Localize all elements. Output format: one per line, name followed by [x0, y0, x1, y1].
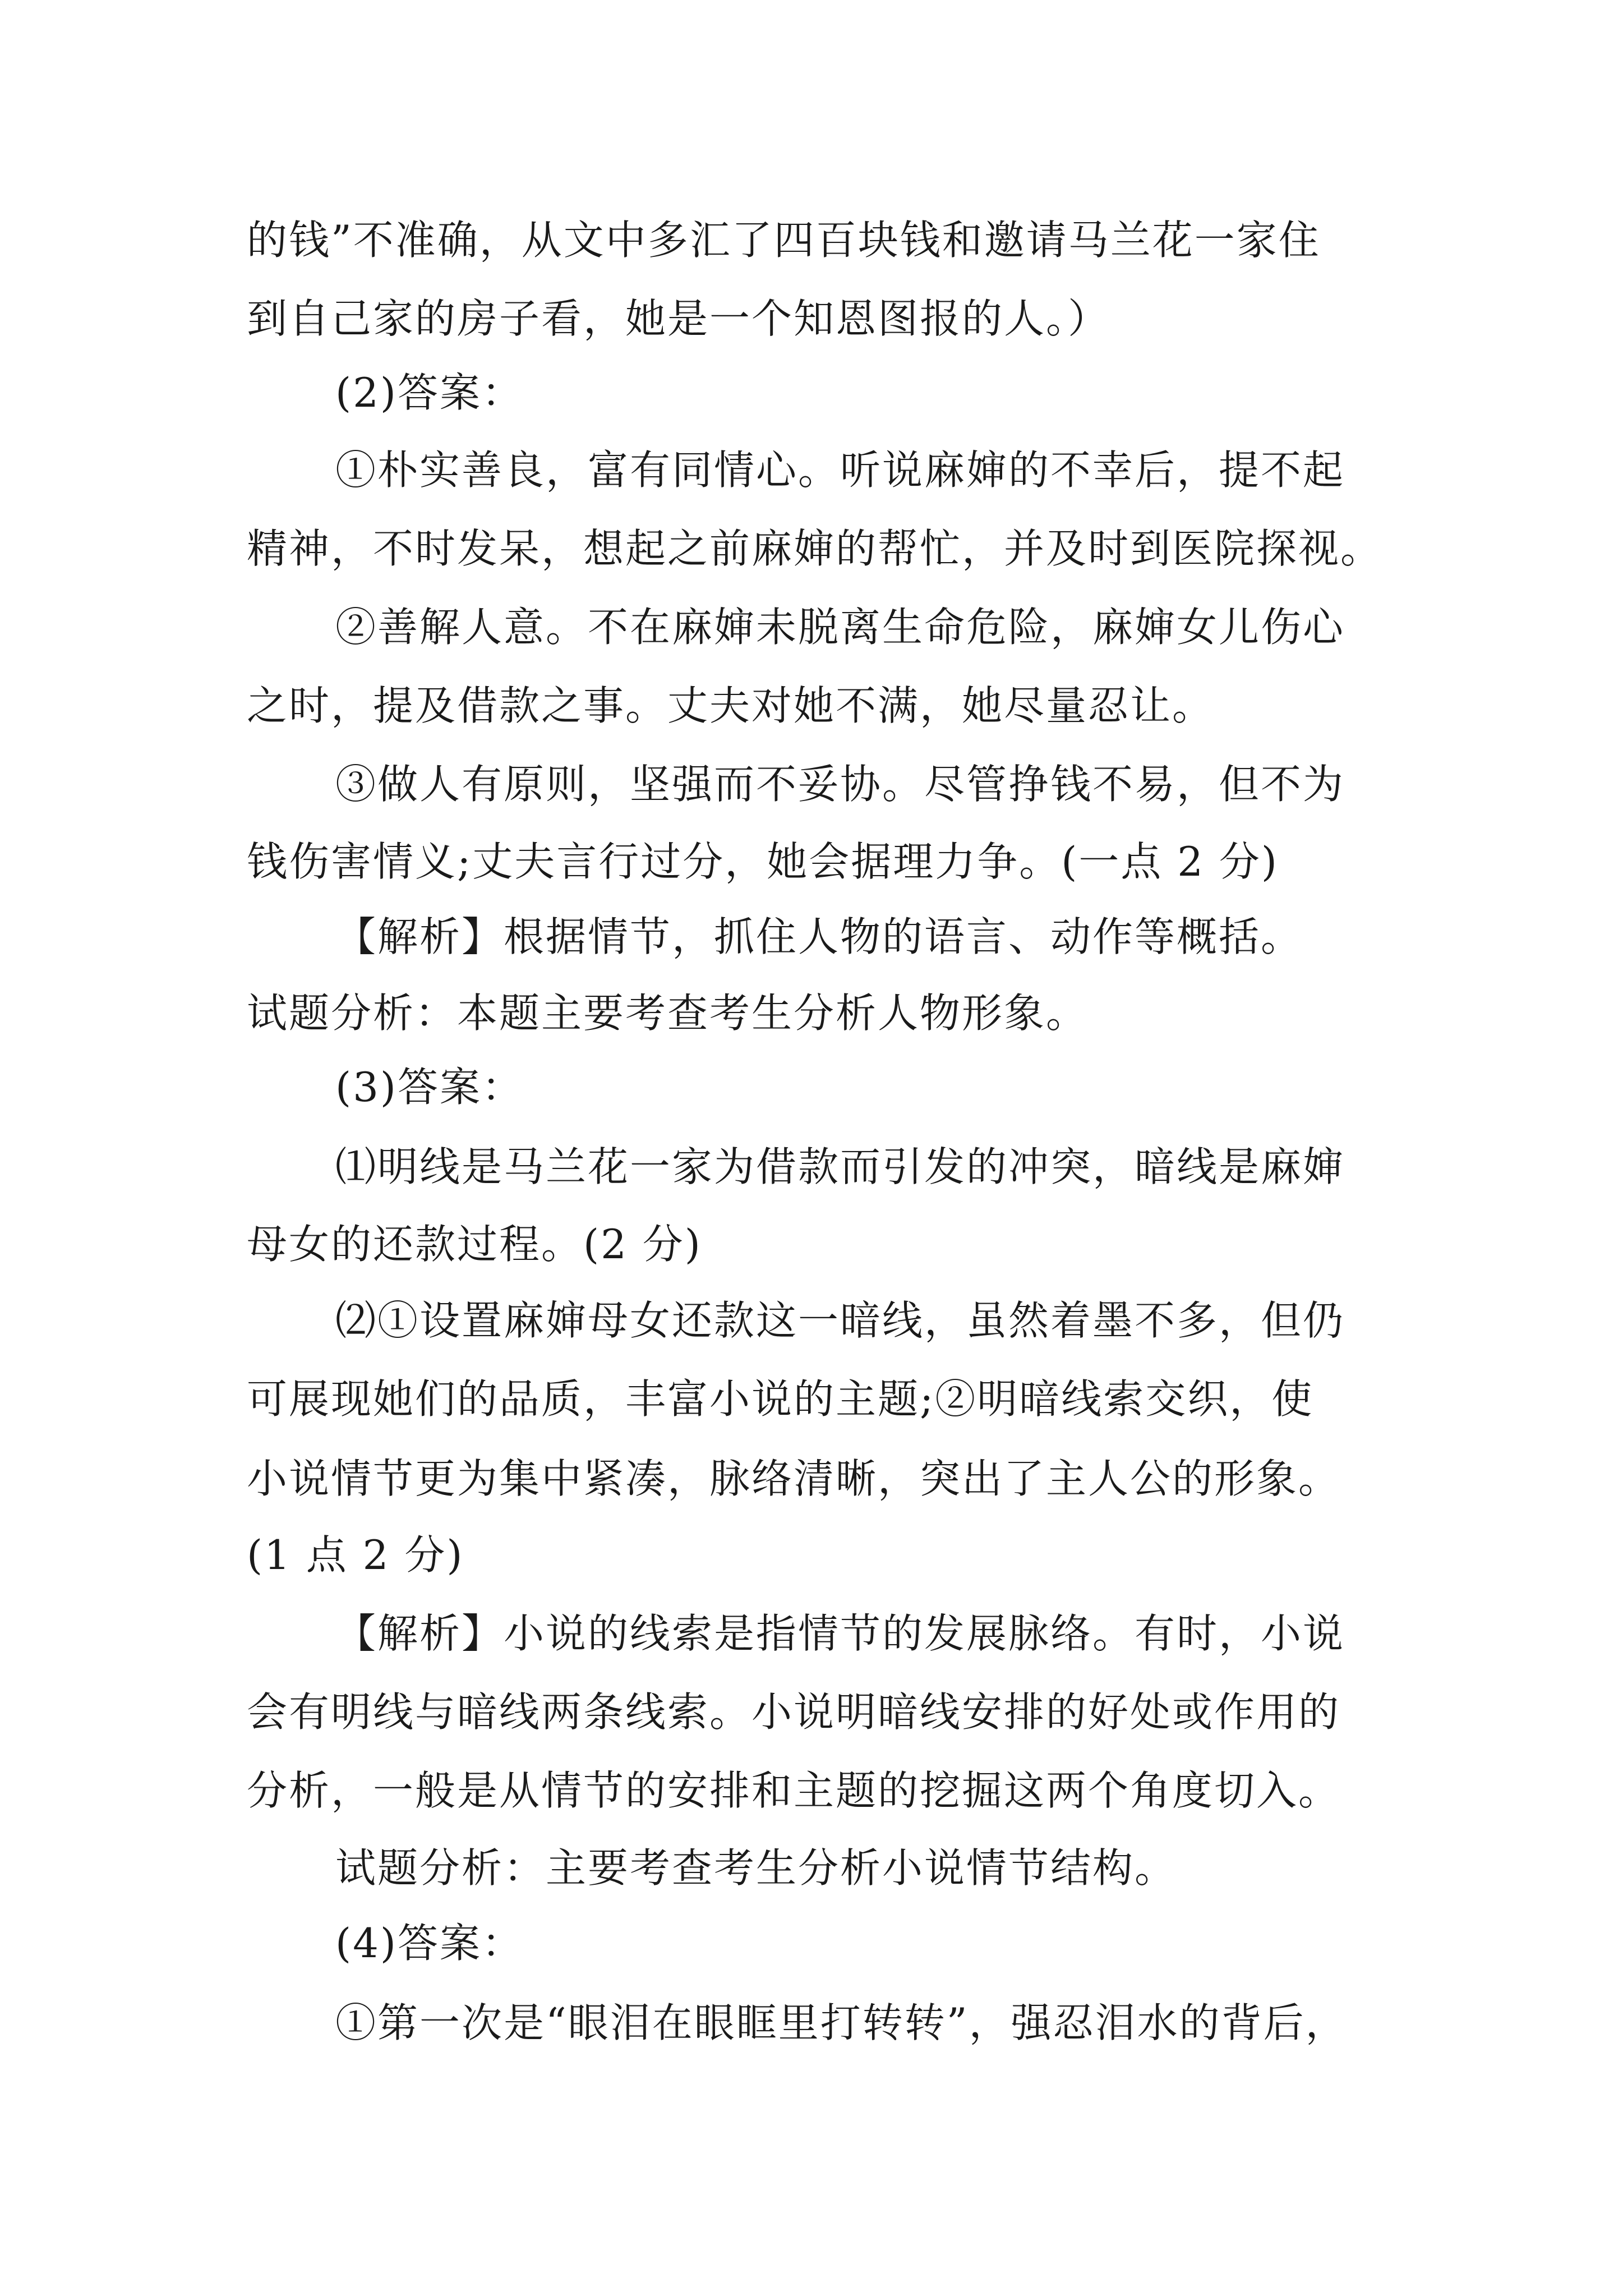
- text-line-11: 试题分析：本题主要考查考生分析人物形象。: [247, 990, 1089, 1037]
- text-line-13: ⑴明线是马兰花一家为借款而引发的冲突，暗线是麻婶: [335, 1143, 1345, 1190]
- text-line-9: 钱伤害情义;丈夫言行过分，她会据理力争。(一点 2 分): [247, 838, 1279, 885]
- text-line-6: ②善解人意。不在麻婶未脱离生命危险，麻婶女儿伤心: [335, 604, 1345, 651]
- text-line-17: 小说情节更为集中紧凑，脉络清晰，突出了主人公的形象。: [247, 1455, 1341, 1502]
- text-line-8: ③做人有原则，坚强而不妥协。尽管挣钱不易，但不为: [335, 761, 1345, 808]
- text-line-4: ①朴实善良，富有同情心。听说麻婶的不幸后，提不起: [335, 447, 1345, 494]
- text-line-18: (1 点 2 分): [247, 1531, 464, 1579]
- text-line-1: 的钱”不准确，从文中多汇了四百块钱和邀请马兰花一家住: [247, 217, 1321, 264]
- text-line-12: (3)答案：: [335, 1064, 524, 1111]
- text-line-5: 精神，不时发呆，想起之前麻婶的帮忙，并及时到医院探视。: [247, 525, 1383, 572]
- text-line-10: 【解析】根据情节，抓住人物的语言、动作等概括。: [335, 913, 1303, 960]
- text-line-20: 会有明线与暗线两条线索。小说明暗线安排的好处或作用的: [247, 1688, 1341, 1736]
- text-line-24: ①第一次是“眼泪在眼眶里打转转”，强忍泪水的背后，: [335, 1999, 1348, 2046]
- text-line-2: 到自己家的房子看，她是一个知恩图报的人。）: [247, 295, 1110, 342]
- text-line-21: 分析，一般是从情节的安排和主题的挖掘这两个角度切入。: [247, 1767, 1341, 1814]
- text-line-22: 试题分析：主要考查考生分析小说情节结构。: [335, 1844, 1177, 1892]
- text-line-14: 母女的还款过程。(2 分): [247, 1221, 702, 1268]
- text-line-16: 可展现她们的品质，丰富小说的主题;②明暗线索交织，使: [247, 1375, 1314, 1423]
- text-line-15: ⑵①设置麻婶母女还款这一暗线，虽然着墨不多，但仍: [335, 1297, 1345, 1344]
- text-line-19: 【解析】小说的线索是指情节的发展脉络。有时，小说: [335, 1610, 1345, 1657]
- text-line-3: (2)答案：: [335, 369, 524, 416]
- text-line-7: 之时，提及借款之事。丈夫对她不满，她尽量忍让。: [247, 682, 1215, 729]
- text-line-23: (4)答案：: [335, 1920, 524, 1967]
